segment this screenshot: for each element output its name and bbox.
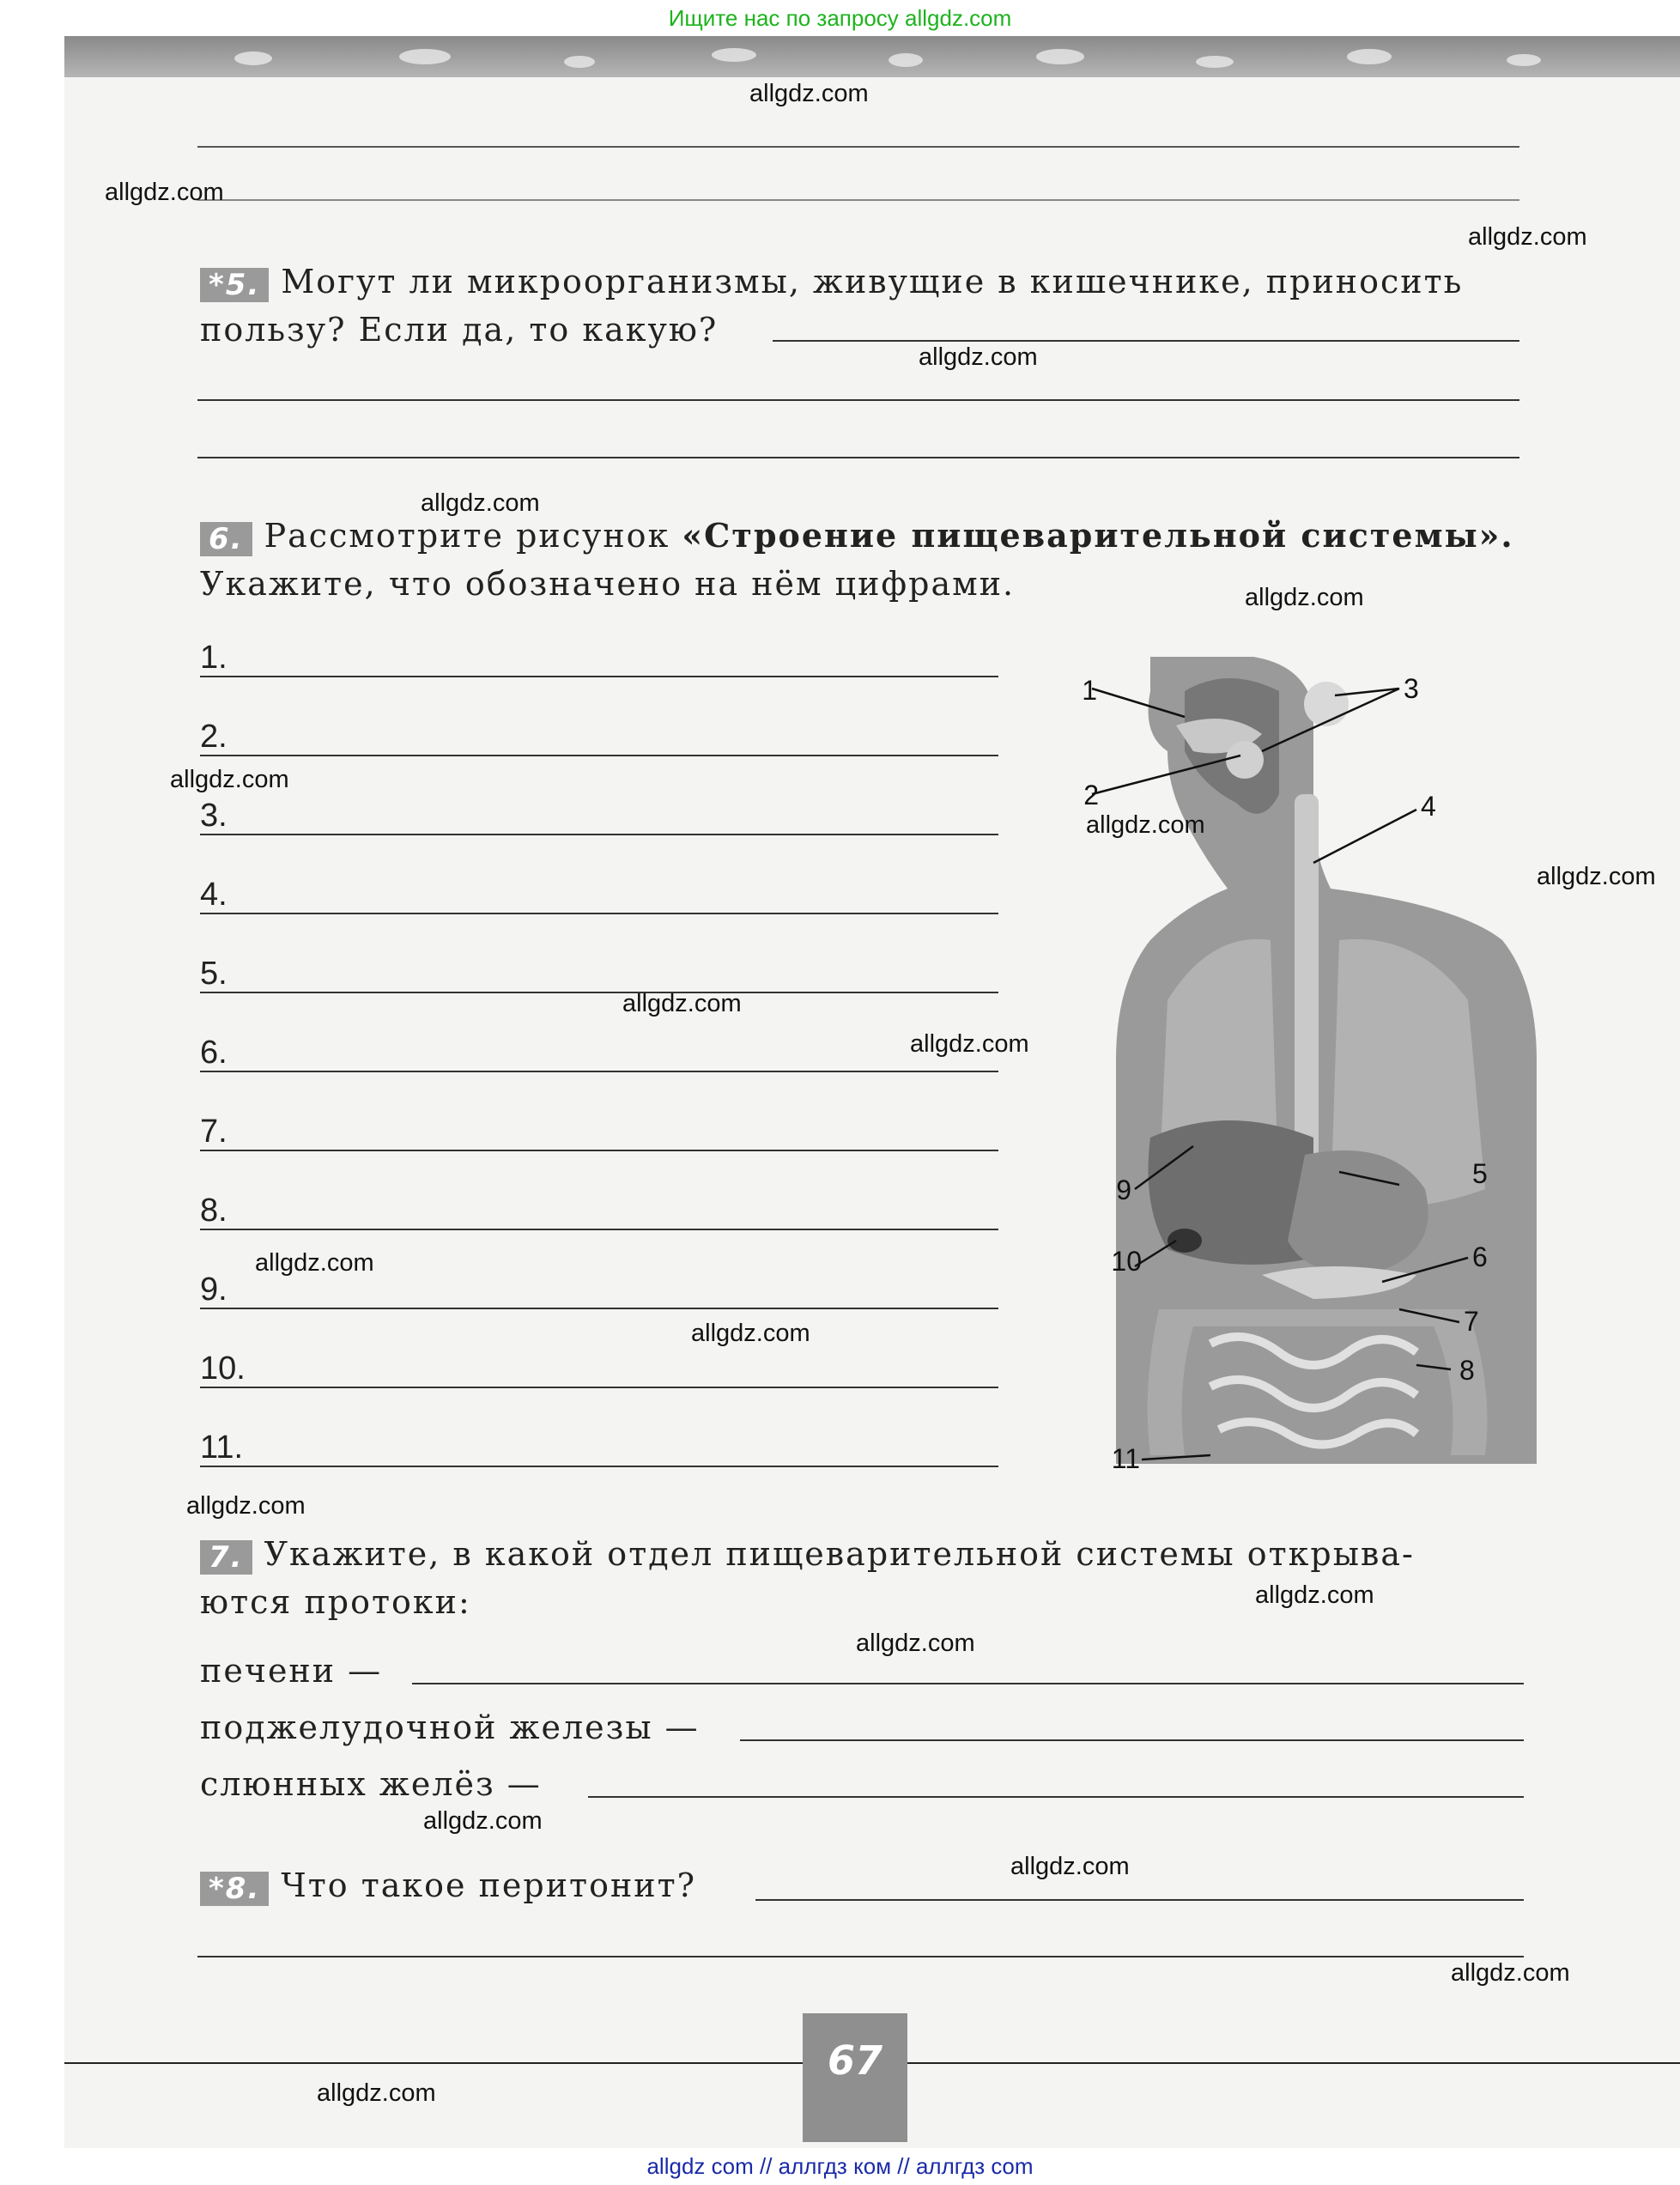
watermark: allgdz.com <box>910 1030 1029 1058</box>
digestive-system-figure <box>1056 657 1554 1481</box>
watermark: allgdz.com <box>691 1320 810 1347</box>
answer-line[interactable] <box>197 1956 1524 1957</box>
answer-line[interactable] <box>200 992 998 993</box>
watermark: allgdz.com <box>1086 811 1205 839</box>
answer-line[interactable] <box>200 1229 998 1230</box>
watermark: allgdz.com <box>317 2079 436 2107</box>
answer-line[interactable] <box>197 146 1519 148</box>
figure-label: 11 <box>1111 1443 1140 1474</box>
figure-label: 3 <box>1404 673 1419 704</box>
figure-label: 8 <box>1459 1355 1475 1386</box>
answer-line[interactable] <box>197 457 1519 458</box>
question-8 <box>200 1861 1539 1909</box>
answer-line[interactable] <box>200 1071 998 1072</box>
answer-line[interactable] <box>773 340 1519 342</box>
watermark: allgdz.com <box>1537 863 1656 890</box>
answer-line[interactable] <box>200 1308 998 1309</box>
watermark: allgdz.com <box>1245 584 1364 611</box>
watermark: allgdz.com <box>749 80 869 107</box>
answer-line[interactable] <box>197 399 1519 401</box>
answer-line[interactable] <box>200 913 998 914</box>
question-6 <box>200 512 1539 560</box>
question-number: *8. <box>200 1872 269 1906</box>
question-number: 7. <box>200 1540 252 1575</box>
watermark: allgdz.com <box>622 990 742 1017</box>
answer-line[interactable] <box>200 834 998 835</box>
watermark: allgdz.com <box>1468 223 1587 251</box>
figure-label: 4 <box>1421 791 1436 822</box>
answer-line[interactable] <box>197 199 1519 201</box>
question-text: Укажите, в какой отдел пищеварительной системы открыва- <box>264 1535 1415 1573</box>
answer-item-label: 5. <box>200 956 227 992</box>
watermark: allgdz.com <box>1451 1959 1570 1987</box>
question-5 <box>200 258 1539 306</box>
watermark: allgdz.com <box>255 1249 374 1277</box>
watermark: allgdz.com <box>186 1492 306 1520</box>
figure-label: 10 <box>1111 1246 1142 1277</box>
figure-label: 1 <box>1082 675 1097 706</box>
answer-line[interactable] <box>412 1683 1524 1684</box>
question-text: Рассмотрите рисунок <box>264 517 682 555</box>
answer-item-label: 2. <box>200 719 227 755</box>
q7-row-salivary: слюнных желёз — <box>200 1765 542 1803</box>
figure-label: 7 <box>1464 1306 1479 1337</box>
watermark: allgdz.com <box>1010 1853 1130 1880</box>
figure-label: 9 <box>1116 1174 1131 1205</box>
question-text: Что такое перитонит? <box>281 1866 697 1904</box>
figure-label: 5 <box>1472 1158 1488 1189</box>
watermark: allgdz.com <box>1255 1581 1374 1609</box>
answer-item-label: 4. <box>200 877 227 913</box>
answer-item-label: 7. <box>200 1114 227 1150</box>
question-text: Могут ли микроорганизмы, живущие в кишечнике, приносить <box>281 263 1464 300</box>
figure-label: 6 <box>1472 1241 1488 1272</box>
answer-line[interactable] <box>740 1739 1524 1741</box>
page-number: 67 <box>803 2013 907 2142</box>
answer-item-label: 9. <box>200 1272 227 1308</box>
watermark: allgdz.com <box>170 766 289 793</box>
question-number: *5. <box>200 268 269 302</box>
question-6-line2: Укажите, что обозначено на нём цифрами. <box>200 565 1016 603</box>
q7-row-pancreas: поджелудочной железы — <box>200 1709 700 1746</box>
watermark: allgdz.com <box>919 343 1038 371</box>
answer-item-label: 8. <box>200 1193 227 1229</box>
answer-item-label: 6. <box>200 1035 227 1071</box>
answer-item-label: 3. <box>200 798 227 834</box>
watermark: allgdz.com <box>105 179 224 206</box>
answer-line[interactable] <box>755 1899 1524 1901</box>
question-5-line2: пользу? Если да, то какую? <box>200 311 719 349</box>
watermark: allgdz.com <box>423 1807 543 1835</box>
answer-line[interactable] <box>588 1796 1524 1798</box>
answer-line[interactable] <box>200 676 998 677</box>
question-text-bold: «Строение пищеварительной системы». <box>682 516 1514 555</box>
answer-item-label: 10. <box>200 1350 246 1387</box>
top-banner[interactable]: Ищите нас по запросу allgdz.com <box>668 5 1012 31</box>
watermark: allgdz.com <box>421 489 540 517</box>
answer-line[interactable] <box>200 1150 998 1151</box>
question-number: 6. <box>200 522 252 556</box>
answer-item-label: 11. <box>200 1429 244 1466</box>
figure-label: 2 <box>1083 780 1099 810</box>
watermark: allgdz.com <box>856 1630 975 1657</box>
animal-silhouettes-icon <box>64 36 1680 77</box>
header-decoration <box>64 36 1680 77</box>
bottom-banner[interactable]: allgdz com // аллгдз ком // аллгдз com <box>646 2153 1034 2179</box>
answer-line[interactable] <box>200 1466 998 1467</box>
answer-line[interactable] <box>200 755 998 756</box>
q7-row-liver: печени — <box>200 1652 383 1690</box>
question-7-line2: ются протоки: <box>200 1583 471 1621</box>
question-7 <box>200 1530 1539 1578</box>
answer-item-label: 1. <box>200 640 227 676</box>
answer-line[interactable] <box>200 1387 998 1388</box>
